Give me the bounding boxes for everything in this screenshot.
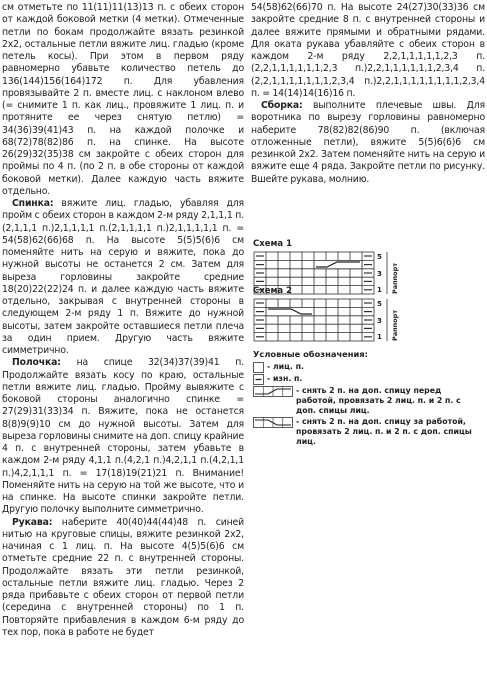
legend-knit bbox=[253, 362, 483, 373]
schema-1-row-5: 5 bbox=[377, 253, 382, 261]
body-paragraph-intro: см отметьте по 11(11)11(13)13 п. с обеих сторон от каждой боковой метки (4 метки). Отмеченные петли по бокам продолжайте вязать резинкой 2х2, остальные петли вяжите лиц. гладью (кроме петель косы). При этом в первом ряду равномерно убавьте количество петель до 136(144)156(164)172 п. Для убавления провязывайте 2 п. вместе лиц. с наклоном влево (= снимите 1 п. как лиц., провяжите 1 лиц. п. и протяните ее через снятую петлю) = 34(36)39(41)43 п. на каждой полочке и 68(72)78(82)86 п. на спинке. На высоте 26(29)32(35)38 см закройте с обеих сторон для проймы по 4 п. (по 2 п. в обе стороны от каждой боковой метки). Далее каждую часть вяжите отдельно. bbox=[2, 2, 244, 197]
schema-2-title: Схема 2 bbox=[253, 286, 293, 296]
purl-stitch-icon bbox=[253, 374, 264, 385]
sleeve-continued-paragraph: 54(58)62(66)70 п. На высоте 24(27)30(33)36 см закройте средние 8 п. с внутренней стороны и далее вяжите прямыми и обратными рядами. Для оката рукава убавляйте с обеих сторон в каждом 2-м ряду 2,2,1,1,1,1,1,2,3 п.(2,2,1,1,1,1,1,1,2,3 п.)2,2,1,1,1,1,1,1,2,3,4 п.(2,2,1,1,1,1,1,1,1,2,3,4 п.)2,2,1,1,1,1,1,1,1,1,2,3,4 п. = 14(14)14(16)16 п. bbox=[251, 2, 485, 99]
cable-front-icon bbox=[253, 386, 293, 397]
front-heading: Полочка: bbox=[12, 357, 61, 369]
back-heading: Спинка: bbox=[12, 198, 54, 209]
schema-2 bbox=[253, 286, 403, 348]
back-section bbox=[2, 198, 244, 357]
left-column bbox=[2, 2, 244, 639]
sleeve-text: наберите 40(40)44(44)48 п. синей нитью на круговые спицы, вяжите резинкой 2х2, начиная с 1 лиц. п. На высоте 4(5)5(6)6 см отметьте средние 22 п. с внутренней стороны. Продолжайте вязать эти петли резинкой, остальные петли вяжите лиц. гладью. Через 2 ряда прибавьте с обеих сторон от первой петли (середина с внутренней стороны) по 1 п. Повторяйте прибавления в каждом 6-м ряду до тех пор, пока в работе не будет bbox=[2, 516, 244, 638]
assembly-section bbox=[251, 100, 485, 186]
legend-knit-text: - лиц. п. bbox=[267, 362, 304, 371]
assembly-heading: Сборка: bbox=[261, 100, 303, 111]
sleeve-section bbox=[2, 517, 244, 640]
front-section bbox=[2, 357, 244, 516]
right-column bbox=[251, 2, 485, 446]
schema-1-rapport: Раппорт bbox=[391, 262, 399, 294]
schema-1-row-3: 3 bbox=[377, 270, 382, 278]
cable-back-icon bbox=[253, 417, 293, 428]
legend-cable-back-text: - снять 2 п. на доп. спицу за работой, провязать 2 лиц. п. и 2 п. с доп. спицы лиц. bbox=[296, 417, 472, 446]
legend-cable-front-text: - снять 2 п. на доп. спицу перед работой, провязать 2 лиц. п. и 2 п. с доп. спицы лиц. bbox=[296, 386, 461, 415]
back-text: вяжите лиц. гладью, убавляя для пройм с обеих сторон в каждом 2-м ряду 2,1,1,1 п.(2,1,1,1 п.)2,1,1,1,1 п.(2,1,1,1,1 п.)2,1,1,1,1,1 п. = 54(58)62(66)68 п. На высоте 5(5)5(6)6 см поменяйте нить на серую и вяжите, пока до нужной высоты не останется 2 см. Затем для выреза горловины закройте средние 18(20)22(22)24 п. и далее каждую часть вяжите отдельно, закрывая с внутренней стороны в следующем 2-м ряду 1 п. Вяжите до нужной высоты, затем закройте оставшиеся петли плеча за один прием. Другую часть вяжите симметрично. bbox=[2, 198, 244, 356]
front-text: на спице 32(34)37(39)41 п. Продолжайте вязать косу по краю, остальные петли вяжите лиц. гладью. Пройму вывяжите с боковой стороны аналогично спинке = 27(29)31(33)34 п. Вяжите, пока не останется 8(8)9(9)10 см до нужной высоты. Затем для выреза горловины снимите на доп. спицу крайние 4 п. с внутренней стороны, затем убавьте в каждом 2-м ряду 4,1,1 п.(4,2,1 п.)4,2,1,1 п.(4,2,1,1 п.)4,2,1,1,1 п. = 17(18)19(21)21 п. Внимание! Поменяйте нить на серую на той же высоте, что и на спинке. На высоте спинки закройте петли. Другую полочку выполните симметрично. bbox=[2, 357, 244, 516]
legend-title: Условные обозначения: bbox=[253, 349, 368, 359]
schema-2-row-5: 5 bbox=[377, 300, 382, 308]
legend-cable-back bbox=[253, 417, 483, 447]
schema-2-grid bbox=[253, 298, 403, 344]
schema-2-row-1: 1 bbox=[377, 333, 382, 341]
schema-1-title: Схема 1 bbox=[253, 239, 293, 249]
schema-1-row-1: 1 bbox=[377, 286, 382, 294]
schema-2-row-3: 3 bbox=[377, 317, 382, 325]
legend bbox=[253, 349, 483, 448]
knit-stitch-icon bbox=[253, 362, 264, 373]
sleeve-heading: Рукава: bbox=[12, 516, 53, 528]
legend-purl bbox=[253, 374, 483, 385]
assembly-text: выполните плечевые швы. Для воротника по вырезу горловины равномерно наберите 78(82)82(86)90 п. (включая отложенные петли), вяжите 5(5)6(6)6 см резинкой 2х2. Затем поменяйте нить на серую и вяжите еще 4 ряда. Закройте петли по рисунку. Вшейте рукава, молнию. bbox=[251, 100, 485, 185]
schema-2-rapport: Раппорт bbox=[391, 309, 399, 341]
legend-purl-text: - изн. п. bbox=[267, 374, 303, 383]
legend-cable-front bbox=[253, 386, 483, 416]
